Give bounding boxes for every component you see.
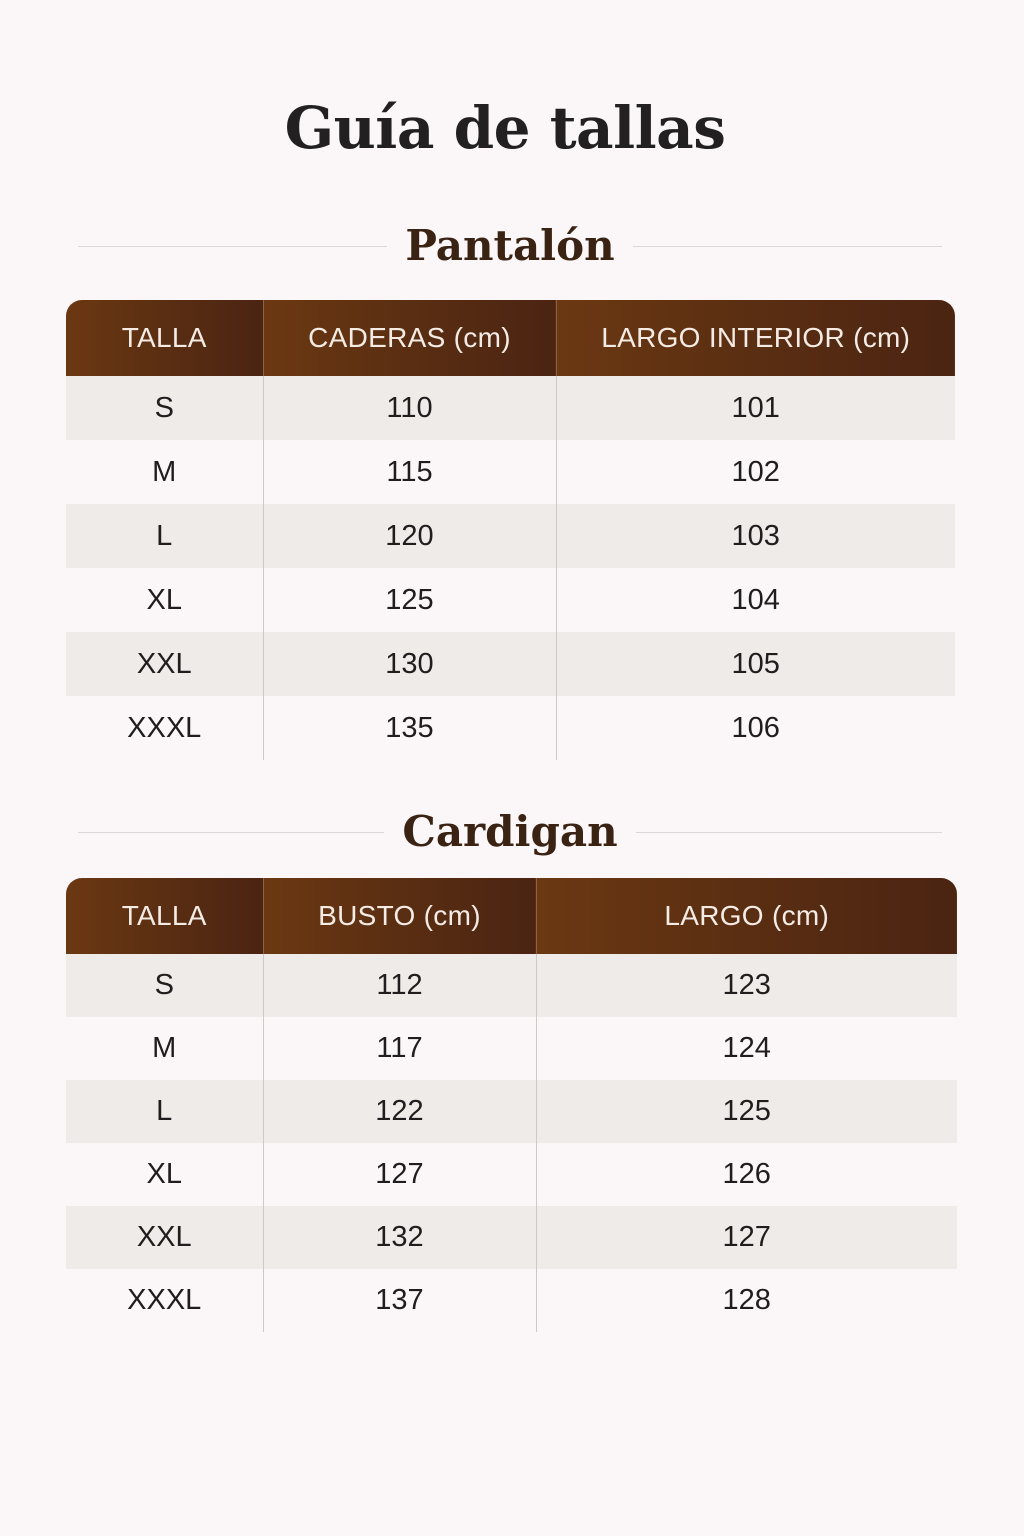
cell-talla: S bbox=[66, 376, 263, 440]
cell-largo-interior: 104 bbox=[556, 568, 955, 632]
divider-right bbox=[633, 246, 942, 247]
cell-caderas: 115 bbox=[263, 440, 556, 504]
divider-left bbox=[78, 246, 387, 247]
column-header-largo: LARGO (cm) bbox=[536, 878, 957, 954]
section-heading-pantalon bbox=[78, 216, 942, 276]
cell-largo-interior: 105 bbox=[556, 632, 955, 696]
cell-busto: 127 bbox=[263, 1143, 536, 1206]
cell-caderas: 120 bbox=[263, 504, 556, 568]
table-row bbox=[66, 954, 957, 1017]
cell-busto: 137 bbox=[263, 1269, 536, 1332]
cell-largo: 126 bbox=[536, 1143, 957, 1206]
cell-largo: 123 bbox=[536, 954, 957, 1017]
divider-left bbox=[78, 832, 384, 833]
table-row bbox=[66, 1080, 957, 1143]
cell-busto: 117 bbox=[263, 1017, 536, 1080]
cell-busto: 112 bbox=[263, 954, 536, 1017]
cell-largo: 127 bbox=[536, 1206, 957, 1269]
cell-talla: L bbox=[66, 504, 263, 568]
cell-caderas: 135 bbox=[263, 696, 556, 760]
cell-talla: M bbox=[66, 440, 263, 504]
column-header-talla: TALLA bbox=[66, 878, 263, 954]
cell-talla: XXL bbox=[66, 632, 263, 696]
column-header-busto: BUSTO (cm) bbox=[263, 878, 536, 954]
cell-largo: 124 bbox=[536, 1017, 957, 1080]
cell-largo-interior: 102 bbox=[556, 440, 955, 504]
size-table-cardigan bbox=[66, 878, 957, 1332]
column-header-caderas: CADERAS (cm) bbox=[263, 300, 556, 376]
table-header-row bbox=[66, 300, 955, 376]
cell-talla: S bbox=[66, 954, 263, 1017]
cell-busto: 132 bbox=[263, 1206, 536, 1269]
table-header-row bbox=[66, 878, 957, 954]
cell-talla: XL bbox=[66, 568, 263, 632]
cell-caderas: 110 bbox=[263, 376, 556, 440]
table-row bbox=[66, 1206, 957, 1269]
page-title: Guía de tallas bbox=[284, 94, 726, 162]
cell-largo: 125 bbox=[536, 1080, 957, 1143]
cell-talla: XXXL bbox=[66, 1269, 263, 1332]
section-title-cardigan: Cardigan bbox=[402, 807, 618, 856]
cell-largo-interior: 106 bbox=[556, 696, 955, 760]
table-row bbox=[66, 696, 955, 760]
cell-busto: 122 bbox=[263, 1080, 536, 1143]
size-table-pantalon bbox=[66, 300, 955, 760]
cell-talla: XXXL bbox=[66, 696, 263, 760]
cell-largo-interior: 103 bbox=[556, 504, 955, 568]
cell-largo: 128 bbox=[536, 1269, 957, 1332]
column-header-largo-interior: LARGO INTERIOR (cm) bbox=[556, 300, 955, 376]
table-row bbox=[66, 1017, 957, 1080]
cell-talla: XL bbox=[66, 1143, 263, 1206]
column-header-talla: TALLA bbox=[66, 300, 263, 376]
section-heading-cardigan bbox=[78, 802, 942, 862]
cell-talla: XXL bbox=[66, 1206, 263, 1269]
table-row bbox=[66, 1269, 957, 1332]
cell-caderas: 130 bbox=[263, 632, 556, 696]
section-title-pantalon: Pantalón bbox=[405, 221, 615, 270]
divider-right bbox=[636, 832, 942, 833]
table-row bbox=[66, 504, 955, 568]
cell-talla: M bbox=[66, 1017, 263, 1080]
cell-caderas: 125 bbox=[263, 568, 556, 632]
table-row bbox=[66, 1143, 957, 1206]
cell-talla: L bbox=[66, 1080, 263, 1143]
table-row bbox=[66, 632, 955, 696]
cell-largo-interior: 101 bbox=[556, 376, 955, 440]
table-row bbox=[66, 376, 955, 440]
table-row bbox=[66, 440, 955, 504]
table-row bbox=[66, 568, 955, 632]
